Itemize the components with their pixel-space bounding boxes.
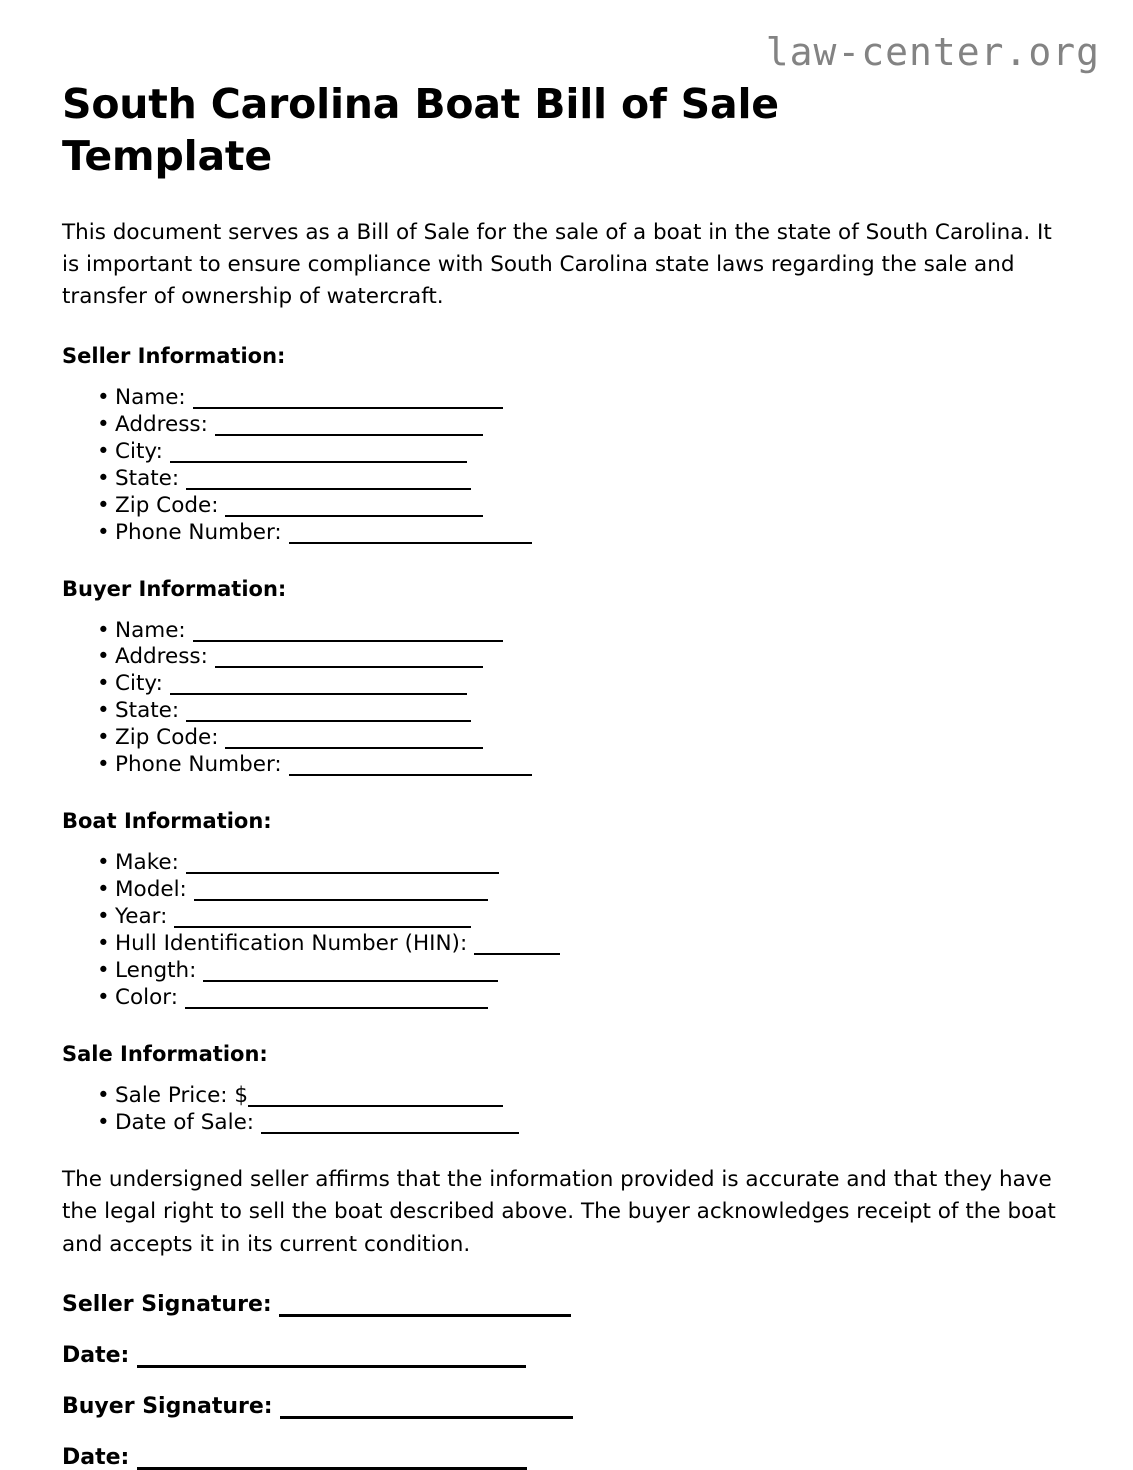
field-blank-line[interactable] xyxy=(474,953,560,955)
field-row xyxy=(62,931,1071,958)
field-label: Date of Sale: xyxy=(115,1110,261,1136)
boat-information-heading: Boat Information: xyxy=(62,809,272,834)
field-row xyxy=(62,520,1071,547)
field-blank-line[interactable] xyxy=(194,899,488,901)
signature-row xyxy=(62,1393,1071,1447)
field-label: Address: xyxy=(115,644,215,670)
field-blank-line[interactable] xyxy=(215,666,483,668)
signature-row xyxy=(62,1444,1071,1470)
field-row xyxy=(62,1083,1071,1110)
field-label: Model: xyxy=(115,877,194,903)
field-row xyxy=(62,671,1071,698)
seller-information-fields xyxy=(62,368,1071,547)
field-row xyxy=(62,752,1071,779)
field-row xyxy=(62,725,1071,752)
field-row xyxy=(62,466,1071,493)
field-blank-line[interactable] xyxy=(248,1105,503,1107)
field-blank-line[interactable] xyxy=(193,407,503,409)
sale-information-fields xyxy=(62,1066,1071,1137)
field-label: State: xyxy=(115,465,186,491)
field-label: Zip Code: xyxy=(115,725,226,751)
field-blank-line[interactable] xyxy=(186,720,471,722)
field-row xyxy=(62,493,1071,520)
signature-label: Date: xyxy=(62,1444,138,1470)
field-row xyxy=(62,904,1071,931)
field-label: Length: xyxy=(115,958,204,984)
field-blank-line[interactable] xyxy=(261,1132,519,1134)
signature-blank-line[interactable] xyxy=(280,1416,573,1419)
signature-label: Seller Signature: xyxy=(62,1291,280,1317)
signature-block xyxy=(62,1261,1071,1470)
field-blank-line[interactable] xyxy=(186,488,471,490)
field-row xyxy=(62,385,1071,412)
sale-information-heading: Sale Information: xyxy=(62,1042,268,1067)
site-watermark: law-center.org xyxy=(765,30,1100,74)
field-row xyxy=(62,985,1071,1012)
signature-label: Date: xyxy=(62,1342,138,1368)
intro-paragraph: This document serves as a Bill of Sale for the sale of a boat in the state of South Carolina. It is important to ensure compliance with South Carolina state laws regarding the sale and transfer of ownership of watercraft. xyxy=(62,219,1052,310)
field-row xyxy=(62,618,1071,645)
field-label: Zip Code: xyxy=(115,492,226,518)
field-row xyxy=(62,698,1071,725)
signature-label: Buyer Signature: xyxy=(62,1393,281,1419)
seller-information-heading: Seller Information: xyxy=(62,343,286,368)
field-label: City: xyxy=(115,438,170,464)
field-blank-line[interactable] xyxy=(225,515,483,517)
signature-blank-line[interactable] xyxy=(279,1314,571,1317)
field-row xyxy=(62,412,1071,439)
field-blank-line[interactable] xyxy=(289,774,532,776)
field-label: Make: xyxy=(115,850,186,876)
field-label: Sale Price: $ xyxy=(115,1083,249,1109)
field-row xyxy=(62,1110,1071,1137)
field-label: Phone Number: xyxy=(115,519,289,545)
field-blank-line[interactable] xyxy=(203,980,498,982)
signature-row xyxy=(62,1291,1071,1345)
field-blank-line[interactable] xyxy=(186,872,499,874)
field-row xyxy=(62,877,1071,904)
field-label: Name: xyxy=(115,617,193,643)
page-title: South Carolina Boat Bill of Sale Template xyxy=(62,80,779,181)
field-label: Phone Number: xyxy=(115,752,289,778)
buyer-information-fields xyxy=(62,601,1071,780)
field-blank-line[interactable] xyxy=(170,461,467,463)
signature-blank-line[interactable] xyxy=(137,1365,526,1368)
field-row xyxy=(62,850,1071,877)
field-blank-line[interactable] xyxy=(170,693,467,695)
boat-information-fields xyxy=(62,833,1071,1012)
field-blank-line[interactable] xyxy=(225,747,483,749)
signature-blank-line[interactable] xyxy=(137,1467,527,1470)
field-label: City: xyxy=(115,671,170,697)
field-blank-line[interactable] xyxy=(215,434,483,436)
field-label: Address: xyxy=(115,411,215,437)
field-row xyxy=(62,958,1071,985)
closing-paragraph: The undersigned seller affirms that the information provided is accurate and that they have the legal right to sell the boat described above. The buyer acknowledges receipt of the boat and accepts it in its current condition. xyxy=(62,1167,1056,1257)
field-blank-line[interactable] xyxy=(289,542,532,544)
field-row xyxy=(62,644,1071,671)
field-blank-line[interactable] xyxy=(193,640,503,642)
field-label: Name: xyxy=(115,384,193,410)
field-label: Hull Identification Number (HIN): xyxy=(115,931,475,957)
signature-row xyxy=(62,1342,1071,1396)
buyer-information-heading: Buyer Information: xyxy=(62,576,287,601)
field-blank-line[interactable] xyxy=(174,926,471,928)
field-blank-line[interactable] xyxy=(185,1007,488,1009)
field-label: Year: xyxy=(115,904,175,930)
field-label: State: xyxy=(115,698,186,724)
field-row xyxy=(62,439,1071,466)
field-label: Color: xyxy=(115,985,185,1011)
